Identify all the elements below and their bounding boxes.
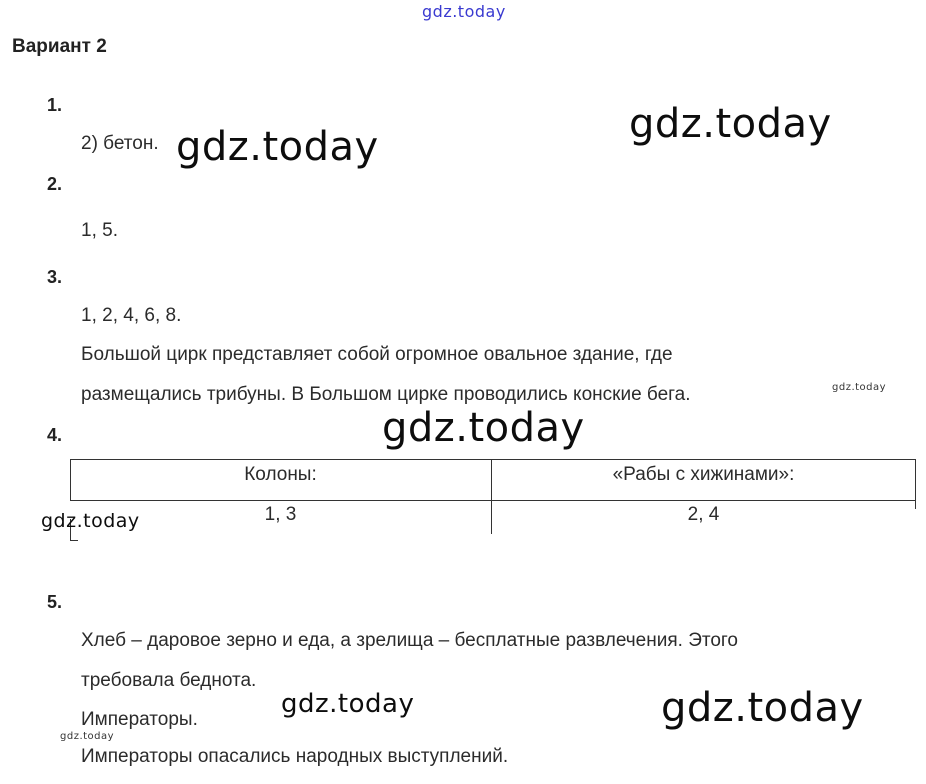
answer-text: Императоры опасались народных выступлений. bbox=[81, 746, 509, 767]
answer-text: 1, 5. bbox=[81, 220, 118, 241]
question-number: 4. bbox=[47, 425, 63, 445]
question-number: 5. bbox=[47, 592, 63, 612]
answer-text: 2) бетон. bbox=[81, 133, 159, 154]
watermark: gdz.today bbox=[60, 731, 115, 742]
table-cell: 1, 3 bbox=[264, 504, 297, 525]
table-header-cell: «Рабы с хижинами»: bbox=[612, 464, 795, 485]
watermark: gdz.today bbox=[422, 2, 506, 21]
answer-text: Императоры. bbox=[81, 709, 198, 730]
watermark: gdz.today bbox=[661, 685, 864, 731]
watermark: gdz.today bbox=[382, 405, 585, 451]
question-number: 3. bbox=[47, 267, 63, 287]
answer-text: Хлеб – даровое зерно и еда, а зрелища – бесплатные развлечения. Этого bbox=[81, 630, 738, 651]
page-title: Вариант 2 bbox=[12, 36, 107, 57]
answer-text: размещались трибуны. В Большом цирке проводились конские бега. bbox=[81, 384, 691, 405]
question-number: 1. bbox=[47, 95, 63, 115]
answer-text: требовала беднота. bbox=[81, 670, 257, 691]
table-cell: 2, 4 bbox=[687, 504, 720, 525]
answer-table bbox=[70, 459, 916, 534]
watermark: gdz.today bbox=[832, 382, 887, 393]
watermark: gdz.today bbox=[176, 124, 379, 170]
answer-text: Большой цирк представляет собой огромное овальное здание, где bbox=[81, 344, 673, 365]
answer-text: 1, 2, 4, 6, 8. bbox=[81, 305, 182, 326]
table-header-cell: Колоны: bbox=[244, 464, 317, 485]
question-number: 2. bbox=[47, 174, 63, 194]
watermark: gdz.today bbox=[629, 101, 832, 147]
watermark: gdz.today bbox=[281, 689, 415, 719]
watermark: gdz.today bbox=[41, 510, 140, 532]
